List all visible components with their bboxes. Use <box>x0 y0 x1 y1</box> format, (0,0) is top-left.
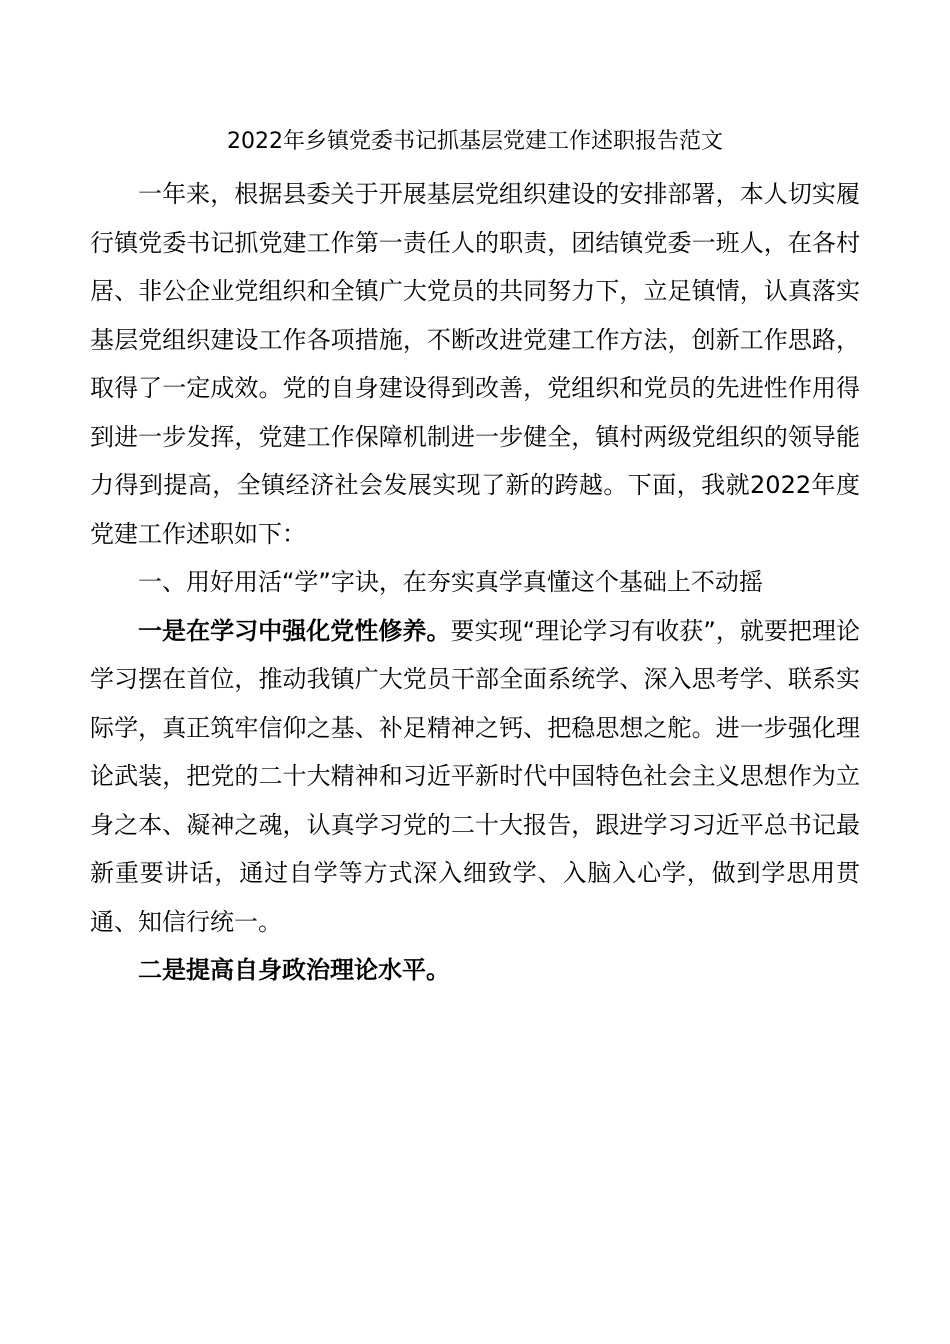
point-1-paragraph <box>90 607 860 947</box>
point-2-paragraph <box>90 946 860 995</box>
point-1-lead: 一是在学习中强化党性修养。 <box>138 616 451 645</box>
document-title: 2022年乡镇党委书记抓基层党建工作述职报告范文 <box>227 129 723 154</box>
document-page <box>90 118 860 995</box>
section-heading-1: 一、用好用活“学”字诀，在夯实真学真懂这个基础上不动摇 <box>138 568 763 596</box>
point-1-body: 要实现“理论学习有收获”，就要把理论学习摆在首位，推动我镇广大党员干部全面系统学、深入思考学、联系实际学，真正筑牢信仰之基、补足精神之钙、把稳思想之舵。进一步强化理论武装，把党的二十大精神和习近平新时代中国特色社会主义思想作为立身之本、凝神之魂，认真学习党的二十大报告，跟进学习习近平总书记最新重要讲话，通过自学等方式深入细致学、入脑入心学，做到学思用贯通、知信行统一。 <box>90 616 861 936</box>
intro-paragraph: 一年来，根据县委关于开展基层党组织建设的安排部署，本人切实履行镇党委书记抓党建工作第一责任人的职责，团结镇党委一班人，在各村居、非公企业党组织和全镇广大党员的共同努力下，立足镇情，认真落实基层党组织建设工作各项措施，不断改进党建工作方法，创新工作思路，取得了一定成效。党的自身建设得到改善，党组织和党员的先进性作用得到进一步发挥，党建工作保障机制进一步健全，镇村两级党组织的领导能力得到提高，全镇经济社会发展实现了新的跨越。下面，我就2022年度党建工作述职如下： <box>90 180 860 548</box>
point-2-lead: 二是提高自身政治理论水平。 <box>138 956 450 984</box>
